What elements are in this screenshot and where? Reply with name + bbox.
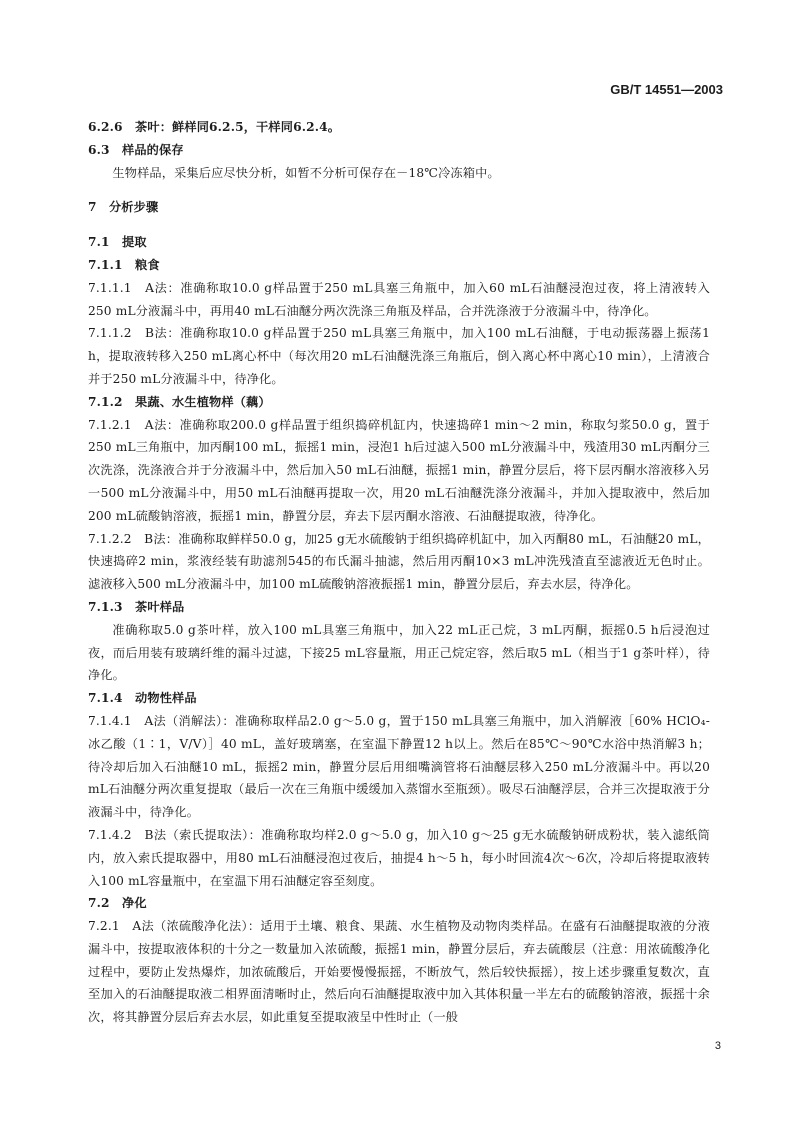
section-6-2-6: 6.2.6 茶叶：鲜样同6.2.5，干样同6.2.4。 (88, 120, 341, 134)
paragraph-7-2-1: 7.2.1 A法（浓硫酸净化法）：适用于土壤、粮食、果蔬、水生植物及动物肉类样品。在盛有石油醚提取液的分液漏斗中，按提取液体积的十分之一数量加入浓硫酸，振摇1 min，静置分层后，弃去硫酸层（注意：用浓硫酸净化过程中，要防止发热爆炸，加浓硫酸后，开始要慢慢振摇，不断放气，然后较快振摇），按上述步骤重复数次，直至加入的石油醚提取液二相界面清晰时止，然后向石油醚提取液中加入其体积量一半左右的硫酸钠溶液，振摇十余次，将其静置分层后弃去水层，如此重复至提取液呈中性时止（一般 (88, 919, 710, 1025)
heading-6-3: 6.3 样品的保存 (88, 142, 184, 157)
document-body (88, 116, 710, 1029)
heading-7: 7 分析步骤 (88, 200, 159, 215)
paragraph-7-1-3: 准确称取5.0 g茶叶样，放入100 mL具塞三角瓶中，加入22 mL正己烷，3 mL丙酮，振摇0.5 h后浸泡过夜，而后用装有玻璃纤维的漏斗过滤，下接25 mL容量瓶，用正己烷定容，然后取5 mL（相当于1 g茶叶样），待净化。 (88, 622, 710, 683)
spacer (88, 219, 710, 231)
heading-7-1-3: 7.1.3 茶叶样品 (88, 599, 185, 614)
paragraph-7-1-1-2: 7.1.1.2 B法：准确称取10.0 g样品置于250 mL具塞三角瓶中，加入100 mL石油醚，于电动振荡器上振荡1 h，提取液转移入250 mL离心杯中（每次用20 mL石油醚洗涤三角瓶后，倒入离心杯中离心10 min），上清液合并于250 mL分液漏斗中，待净化。 (88, 326, 710, 386)
paragraph-7-1-1-1: 7.1.1.1 A法：准确称取10.0 g样品置于250 mL具塞三角瓶中，加入60 mL石油醚浸泡过夜，将上清液转入250 mL分液漏斗中，再用40 mL石油醚分两次洗涤三角瓶及样品，合并洗涤液于分液漏斗中，待净化。 (88, 280, 710, 318)
heading-7-1-2: 7.1.2 果蔬、水生植物样（藕） (88, 394, 271, 409)
heading-7-1: 7.1 提取 (88, 235, 147, 250)
paragraph-7-1-2-1: 7.1.2.1 A法：准确称取200.0 g样品置于组织捣碎机缸内，快速捣碎1 min～2 min，称取匀浆50.0 g，置于250 mL三角瓶中，加丙酮100 mL，振摇1 min，浸泡1 h后过滤入500 mL分液漏斗中，残渣用30 mL丙酮分三次洗涤，洗涤液合并于分液漏斗中，然后加入50 mL石油醚，振摇1 min，静置分层后，将下层丙酮水溶液移入另一500 mL分液漏斗中，用50 mL石油醚再提取一次，用20 mL石油醚洗涤分液漏斗，并加入提取液中，然后加200 mL硫酸钠溶液，振摇1 min，静置分层，弃去下层丙酮水溶液、石油醚提取液，待净化。 (88, 417, 710, 523)
paragraph-7-1-4-2: 7.1.4.2 B法（索氏提取法）：准确称取均样2.0 g～5.0 g，加入10 g～25 g无水硫酸钠研成粉状，装入滤纸筒内，放入索氏提取器中，用80 mL石油醚浸泡过夜后，抽提4 h～5 h，每小时回流4次～6次，冷却后将提取液转入100 mL容量瓶中，在室温下用石油醚定容至刻度。 (88, 827, 710, 888)
spacer (88, 184, 710, 196)
paragraph-7-1-2-2: 7.1.2.2 B法：准确称取鲜样50.0 g，加25 g无水硫酸钠于组织捣碎机缸中，加入丙酮80 mL，石油醚20 mL，快速捣碎2 min，浆液经装有助滤剂545的布氏漏斗抽滤，然后用丙酮10×3 mL冲洗残渣直至滤液近无色时止。滤液移入500 mL分液漏斗中，加100 mL硫酸钠溶液振摇1 min，静置分层后，弃去水层，待净化。 (88, 531, 710, 592)
heading-7-1-1: 7.1.1 粮食 (88, 257, 160, 272)
document-code: GB/T 14551—2003 (610, 82, 723, 97)
paragraph-7-1-4-1: 7.1.4.1 A法（消解法）：准确称取样品2.0 g～5.0 g，置于150 mL具塞三角瓶中，加入消解液［60% HClO₄-冰乙酸（1∶1，V/V）］40 mL，盖好玻璃塞，在室温下静置12 h以上。然后在85℃～90℃水浴中热消解3 h；待冷却后加入石油醚10 mL，振摇2 min，静置分层后用细嘴滴管将石油醚层移入250 mL分液漏斗中。再以20 mL石油醚分两次重复提取（最后一次在三角瓶中缓缓加入蒸馏水至瓶颈）。吸尽石油醚浮层，合并三次提取液于分液漏斗中，待净化。 (88, 713, 710, 820)
paragraph-6-3: 生物样品，采集后应尽快分析，如暂不分析可保存在－18℃冷冻箱中。 (112, 165, 500, 180)
page-number: 3 (714, 1040, 721, 1052)
heading-7-1-4: 7.1.4 动物性样品 (88, 691, 197, 706)
heading-7-2: 7.2 净化 (88, 896, 147, 911)
